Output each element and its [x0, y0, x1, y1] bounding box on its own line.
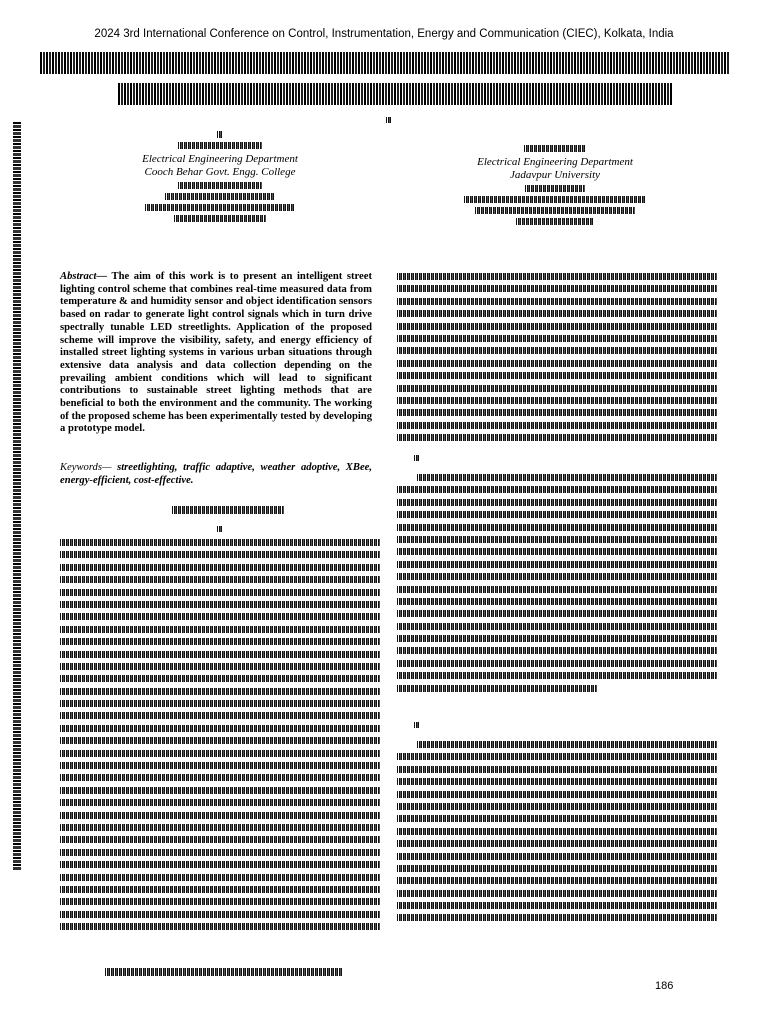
author-department: Electrical Engineering Department	[142, 153, 298, 165]
author-institution: Cooch Behar Govt. Engg. College	[144, 166, 296, 178]
abstract	[60, 271, 372, 436]
keywords	[60, 462, 372, 487]
author-name	[524, 145, 586, 152]
author-marker	[217, 131, 223, 138]
paper-title-line-1	[40, 52, 730, 74]
conference-header: 2024 3rd International Conference on Control, Instrumentation, Energy and Communication (CIEC), Kolkata, India	[94, 28, 674, 40]
keywords-label: Keywords—	[60, 462, 112, 473]
paper-title-line-2	[118, 83, 672, 105]
author-email[interactable]	[475, 207, 635, 214]
author-city	[178, 182, 262, 189]
author-orcid[interactable]	[174, 215, 266, 222]
left-column-body	[60, 539, 380, 936]
abstract-text: The aim of this work is to present an intelligent street lighting control scheme that combines real-time measured data from temperature & and humidity sensor and object identification sensors based on radar to generate light control signals which in turn drive spectrally tunable LED streetlights. Application of the proposed scheme will improve the visibility, safety, and energy efficiency of installed street lighting systems in various urban situations through extensive data analysis and data collection depending on the prevailing ambient conditions which will lead to significant contributions to sustainable street lighting methods that are beneficial to both the environment and the community. The working of the proposed scheme has been experimentally tested by developing a prototype model.	[60, 271, 373, 435]
author-city	[525, 185, 585, 192]
right-column-paragraph-1	[397, 273, 717, 446]
author-country	[464, 196, 646, 203]
author-block-1	[110, 128, 330, 226]
author-name	[178, 142, 262, 149]
author-block-2	[445, 128, 665, 229]
right-column-paragraph-3	[397, 741, 717, 927]
author-email[interactable]	[145, 204, 295, 211]
title-footnote-marker	[386, 117, 392, 123]
section-heading-introduction	[172, 506, 284, 514]
abstract-label: Abstract—	[60, 271, 108, 282]
sidebar-identifier	[13, 122, 21, 870]
section-heading-marker	[217, 526, 223, 532]
author-institution: Jadavpur University	[509, 169, 601, 181]
keywords-text: streetlighting, traffic adaptive, weather adoptive, XBee, energy-efficient, cost-effective.	[60, 462, 372, 486]
right-column-paragraph-2	[397, 474, 717, 697]
page-number: 186	[655, 980, 674, 992]
footer-copyright	[105, 968, 343, 976]
author-country	[165, 193, 275, 200]
paragraph-marker	[414, 722, 420, 728]
author-department: Electrical Engineering Department	[477, 156, 633, 168]
paragraph-marker	[414, 455, 420, 461]
author-orcid[interactable]	[516, 218, 594, 225]
